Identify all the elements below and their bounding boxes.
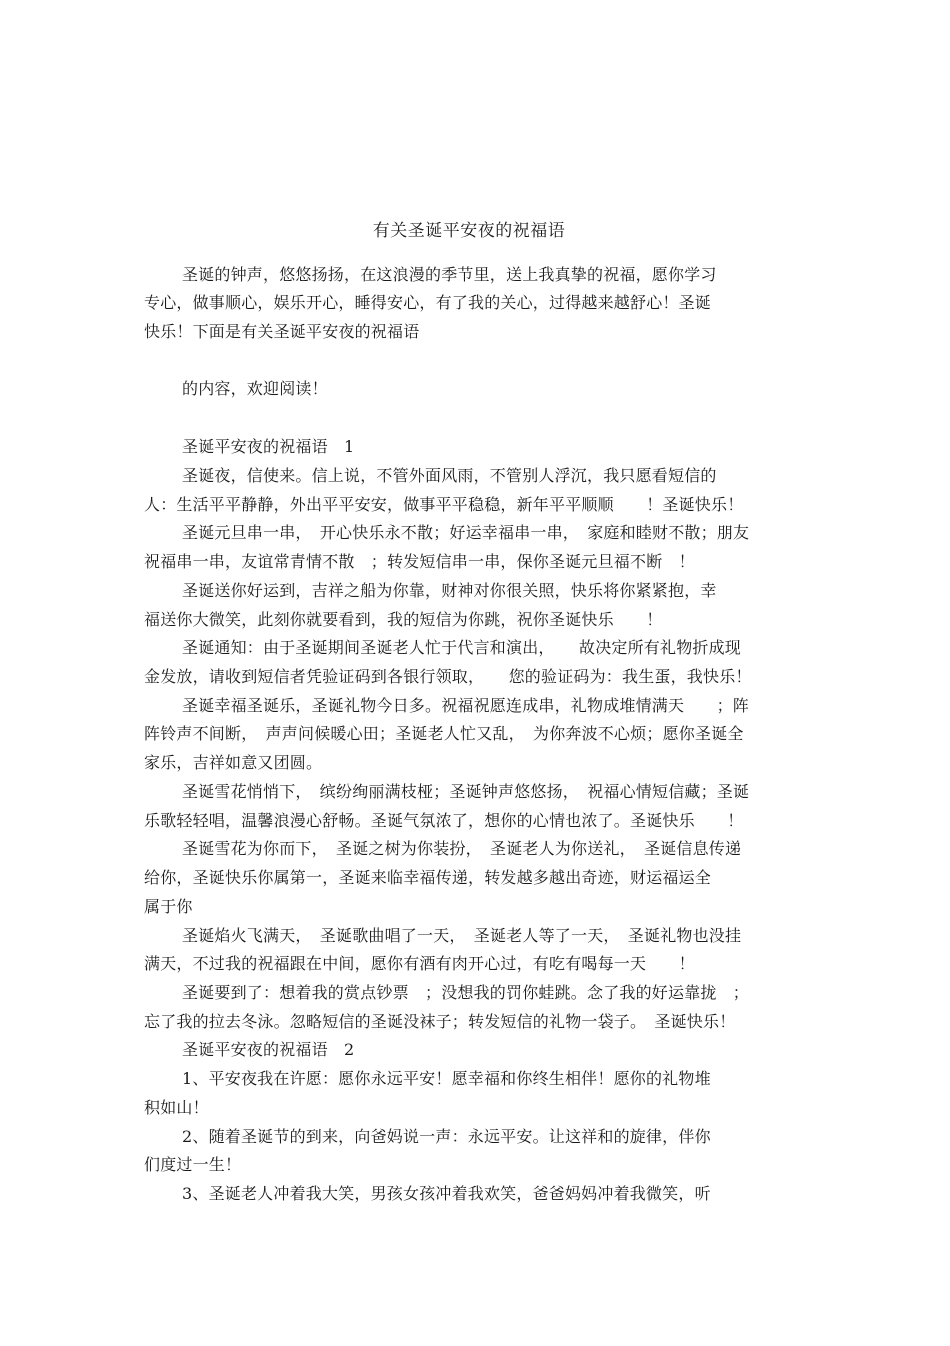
paragraph-line: 圣诞幸福圣诞乐，圣诞礼物今日多。祝福祝愿连成串，礼物成堆情满天 ；阵: [182, 696, 750, 715]
paragraph-line: 家乐，吉祥如意又团圆。: [144, 753, 323, 772]
paragraph-line: 福送你大微笑，此刻你就要看到，我的短信为你跳，祝你圣诞快乐 ！: [144, 610, 663, 629]
paragraph-line: 圣诞元旦串一串， 开心快乐永不散；好运幸福串一串， 家庭和睦财不散；朋友: [182, 523, 750, 542]
paragraph-line: 圣诞通知：由于圣诞期间圣诞老人忙于代言和演出， 故决定所有礼物折成现: [182, 638, 742, 657]
paragraph-line: 人：生活平平静静，外出平平安安，做事平平稳稳，新年平平顺顺 ！圣诞快乐！: [144, 495, 744, 514]
paragraph-line: 祝福串一串，友谊常青情不散 ；转发短信串一串，保你圣诞元旦福不断 ！: [144, 552, 695, 571]
paragraph-line: 2、随着圣诞节的到来，向爸妈说一声：永远平安。让这祥和的旋律，伴你: [182, 1127, 711, 1146]
paragraph-line: 给你，圣诞快乐你属第一，圣诞来临幸福传递，转发越多越出奇迹，财运福运全: [144, 868, 712, 887]
paragraph-line: 的内容，欢迎阅读！: [182, 379, 328, 398]
section-heading: 圣诞平安夜的祝福语 2: [182, 1040, 355, 1059]
paragraph-line: 们度过一生！: [144, 1155, 242, 1174]
paragraph-line: 金发放，请收到短信者凭验证码到各银行领取， 您的验证码为：我生蛋，我快乐！: [144, 667, 752, 686]
paragraph-line: 圣诞的钟声，悠悠扬扬，在这浪漫的季节里，送上我真挚的祝福，愿你学习: [182, 265, 717, 284]
paragraph-line: 满天，不过我的祝福跟在中间，愿你有酒有肉开心过，有吃有喝每一天 ！: [144, 954, 695, 973]
paragraph-line: 快乐！下面是有关圣诞平安夜的祝福语: [144, 322, 420, 341]
paragraph-line: 圣诞送你好运到，吉祥之船为你靠，财神对你很关照，快乐将你紧紧抱，幸: [182, 581, 717, 600]
document-title: 有关圣诞平安夜的祝福语: [372, 221, 566, 241]
paragraph-line: 阵铃声不间断， 声声问候暖心田；圣诞老人忙又乱， 为你奔波不心烦；愿你圣诞全: [144, 724, 744, 743]
paragraph-line: 乐歌轻轻唱，温馨浪漫心舒畅。圣诞气氛浓了，想你的心情也浓了。圣诞快乐 ！: [144, 811, 744, 830]
paragraph-line: 圣诞雪花悄悄下， 缤纷绚丽满枝桠；圣诞钟声悠悠扬， 祝福心情短信藏；圣诞: [182, 782, 750, 801]
paragraph-line: 积如山！: [144, 1098, 209, 1117]
paragraph-line: 专心，做事顺心，娱乐开心，睡得安心，有了我的关心，过得越来越舒心！圣诞: [144, 293, 712, 312]
paragraph-line: 圣诞焰火飞满天， 圣诞歌曲唱了一天， 圣诞老人等了一天， 圣诞礼物也没挂: [182, 926, 742, 945]
paragraph-line: 属于你: [144, 897, 193, 916]
paragraph-line: 忘了我的拉去冬泳。忽略短信的圣诞没袜子；转发短信的礼物一袋子。 圣诞快乐！: [144, 1012, 736, 1031]
paragraph-line: 1、平安夜我在许愿：愿你永远平安！愿幸福和你终生相伴！愿你的礼物堆: [182, 1069, 711, 1088]
section-heading: 圣诞平安夜的祝福语 1: [182, 437, 355, 456]
paragraph-line: 圣诞夜，信使来。信上说，不管外面风雨，不管别人浮沉，我只愿看短信的: [182, 466, 717, 485]
paragraph-line: 圣诞要到了：想着我的赏点钞票 ；没想我的罚你蛙跳。念了我的好运靠拢 ；: [182, 983, 750, 1002]
paragraph-line: 3、圣诞老人冲着我大笑，男孩女孩冲着我欢笑，爸爸妈妈冲着我微笑，听: [182, 1184, 711, 1203]
paragraph-line: 圣诞雪花为你而下， 圣诞之树为你装扮， 圣诞老人为你送礼， 圣诞信息传递: [182, 839, 742, 858]
